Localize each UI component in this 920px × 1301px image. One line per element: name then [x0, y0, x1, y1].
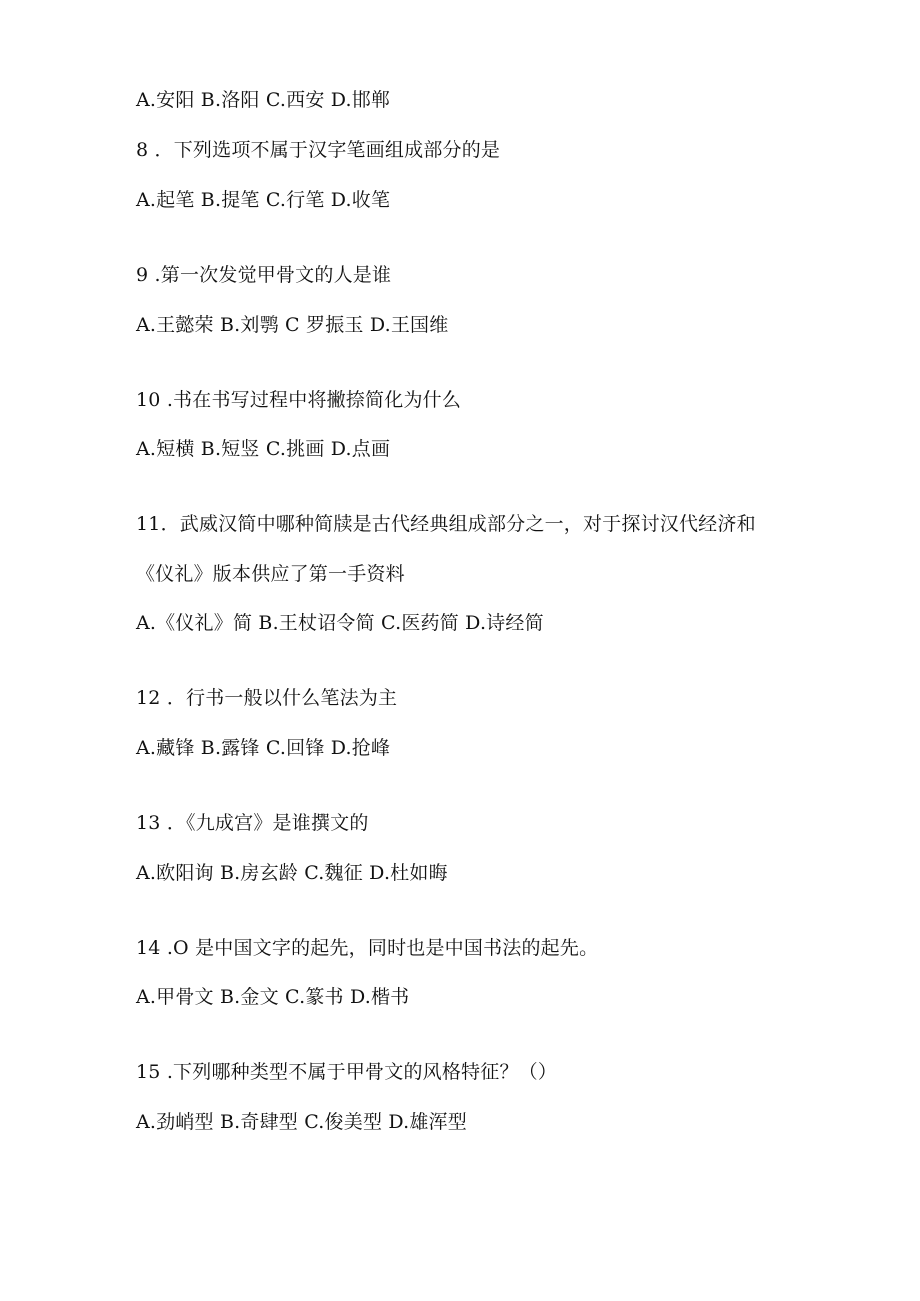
question-10: 10 .书在书写过程中将撇捺简化为什么 [136, 389, 462, 411]
options-q10: A.短横 B.短竖 C.挑画 D.点画 [136, 438, 391, 460]
question-11-continued: 《仪礼》版本供应了第一手资料 [136, 563, 405, 585]
question-11: 11．武威汉简中哪种简牍是古代经典组成部分之一，对于探讨汉代经济和 [136, 513, 756, 535]
options-q14: A.甲骨文 B.金文 C.篆书 D.楷书 [136, 986, 410, 1008]
question-13: 13 ．《九成宫》是谁撰文的 [136, 812, 369, 834]
options-q8: A.起笔 B.提笔 C.行笔 D.收笔 [136, 189, 391, 211]
question-14: 14 .O 是中国文字的起先，同时也是中国书法的起先。 [136, 937, 599, 959]
options-q13: A.欧阳询 B.房玄龄 C.魏征 D.杜如晦 [136, 862, 448, 884]
options-q12: A.藏锋 B.露锋 C.回锋 D.抢峰 [136, 737, 391, 759]
options-q9: A.王懿荣 B.刘鹗 C 罗振玉 D.王国维 [136, 314, 449, 336]
options-q7: A.安阳 B.洛阳 C.西安 D.邯郸 [136, 89, 391, 111]
question-12: 12 ．行书一般以什么笔法为主 [136, 687, 398, 709]
options-q11: A.《仪礼》简 B.王杖诏令简 C.医药简 D.诗经简 [136, 612, 544, 634]
question-8: 8 ．下列选项不属于汉字笔画组成部分的是 [136, 139, 501, 161]
question-9: 9 .第一次发觉甲骨文的人是谁 [136, 264, 392, 286]
options-q15: A.劲峭型 B.奇肆型 C.俊美型 D.雄浑型 [136, 1111, 467, 1133]
question-15: 15 .下列哪种类型不属于甲骨文的风格特征？（） [136, 1061, 558, 1083]
